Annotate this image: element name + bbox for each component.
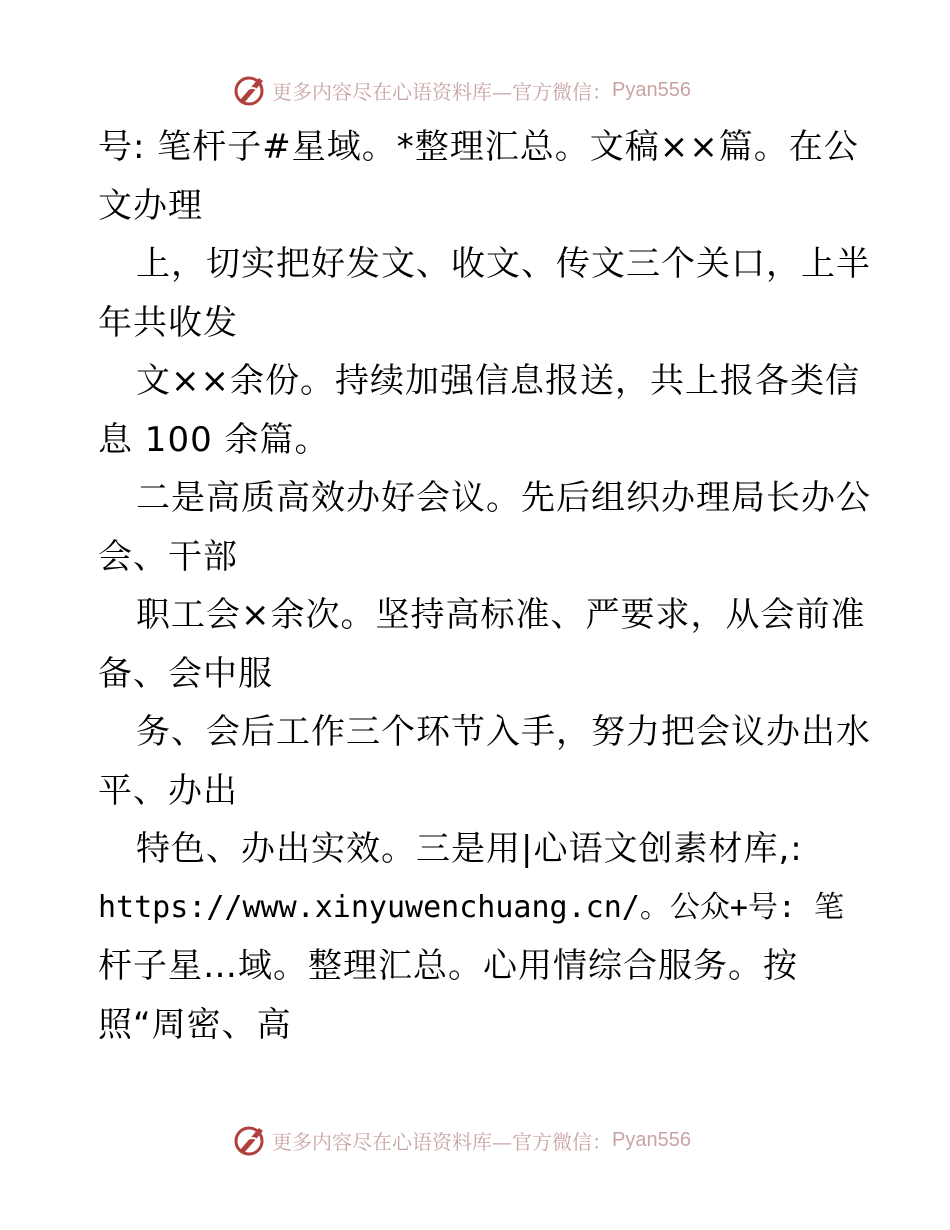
text-line: 会、干部 bbox=[98, 536, 238, 577]
watermark-wechat-id: Pyan556 bbox=[612, 1128, 691, 1151]
text-line: 文办理 bbox=[98, 185, 203, 226]
pen-logo-icon bbox=[232, 72, 268, 108]
text-line: 杆子星…域。整理汇总。心用情综合服务。按 bbox=[98, 946, 798, 986]
text-line: 特色、办出实效。三是用|心语文创素材库,: bbox=[136, 829, 803, 869]
watermark-text: 更多内容尽在心语资料库—官方微信： bbox=[272, 79, 612, 104]
document-body bbox=[98, 118, 871, 1054]
text-line: 务、会后工作三个环节入手，努力把会议办出水 bbox=[136, 712, 871, 752]
watermark-wechat-id: Pyan556 bbox=[612, 78, 691, 101]
text-line: 二是高质高效办好会议。先后组织办理局长办公 bbox=[136, 478, 871, 518]
footer-watermark bbox=[232, 1122, 691, 1158]
text-line: 上，切实把好发文、收文、传文三个关口，上半 bbox=[136, 244, 871, 284]
text-line: 备、会中服 bbox=[98, 653, 273, 694]
text-line: 照“周密、高 bbox=[98, 1004, 292, 1045]
header-watermark bbox=[232, 72, 691, 108]
text-line: 息 100 余篇。 bbox=[98, 419, 330, 460]
watermark-text: 更多内容尽在心语资料库—官方微信： bbox=[272, 1129, 612, 1154]
url-text-line: https://www.xinyuwenchuang.cn/。公众+号: 笔 bbox=[98, 889, 845, 925]
pen-logo-icon bbox=[232, 1122, 268, 1158]
text-line: 文××余份。持续加强信息报送，共上报各类信 bbox=[136, 361, 860, 401]
text-line: 职工会×余次。坚持高标准、严要求，从会前准 bbox=[136, 595, 866, 635]
text-line: 平、办出 bbox=[98, 770, 238, 811]
text-line: 号: 笔杆子#星域。*整理汇总。文稿××篇。在公 bbox=[98, 127, 859, 167]
text-line: 年共收发 bbox=[98, 302, 238, 343]
